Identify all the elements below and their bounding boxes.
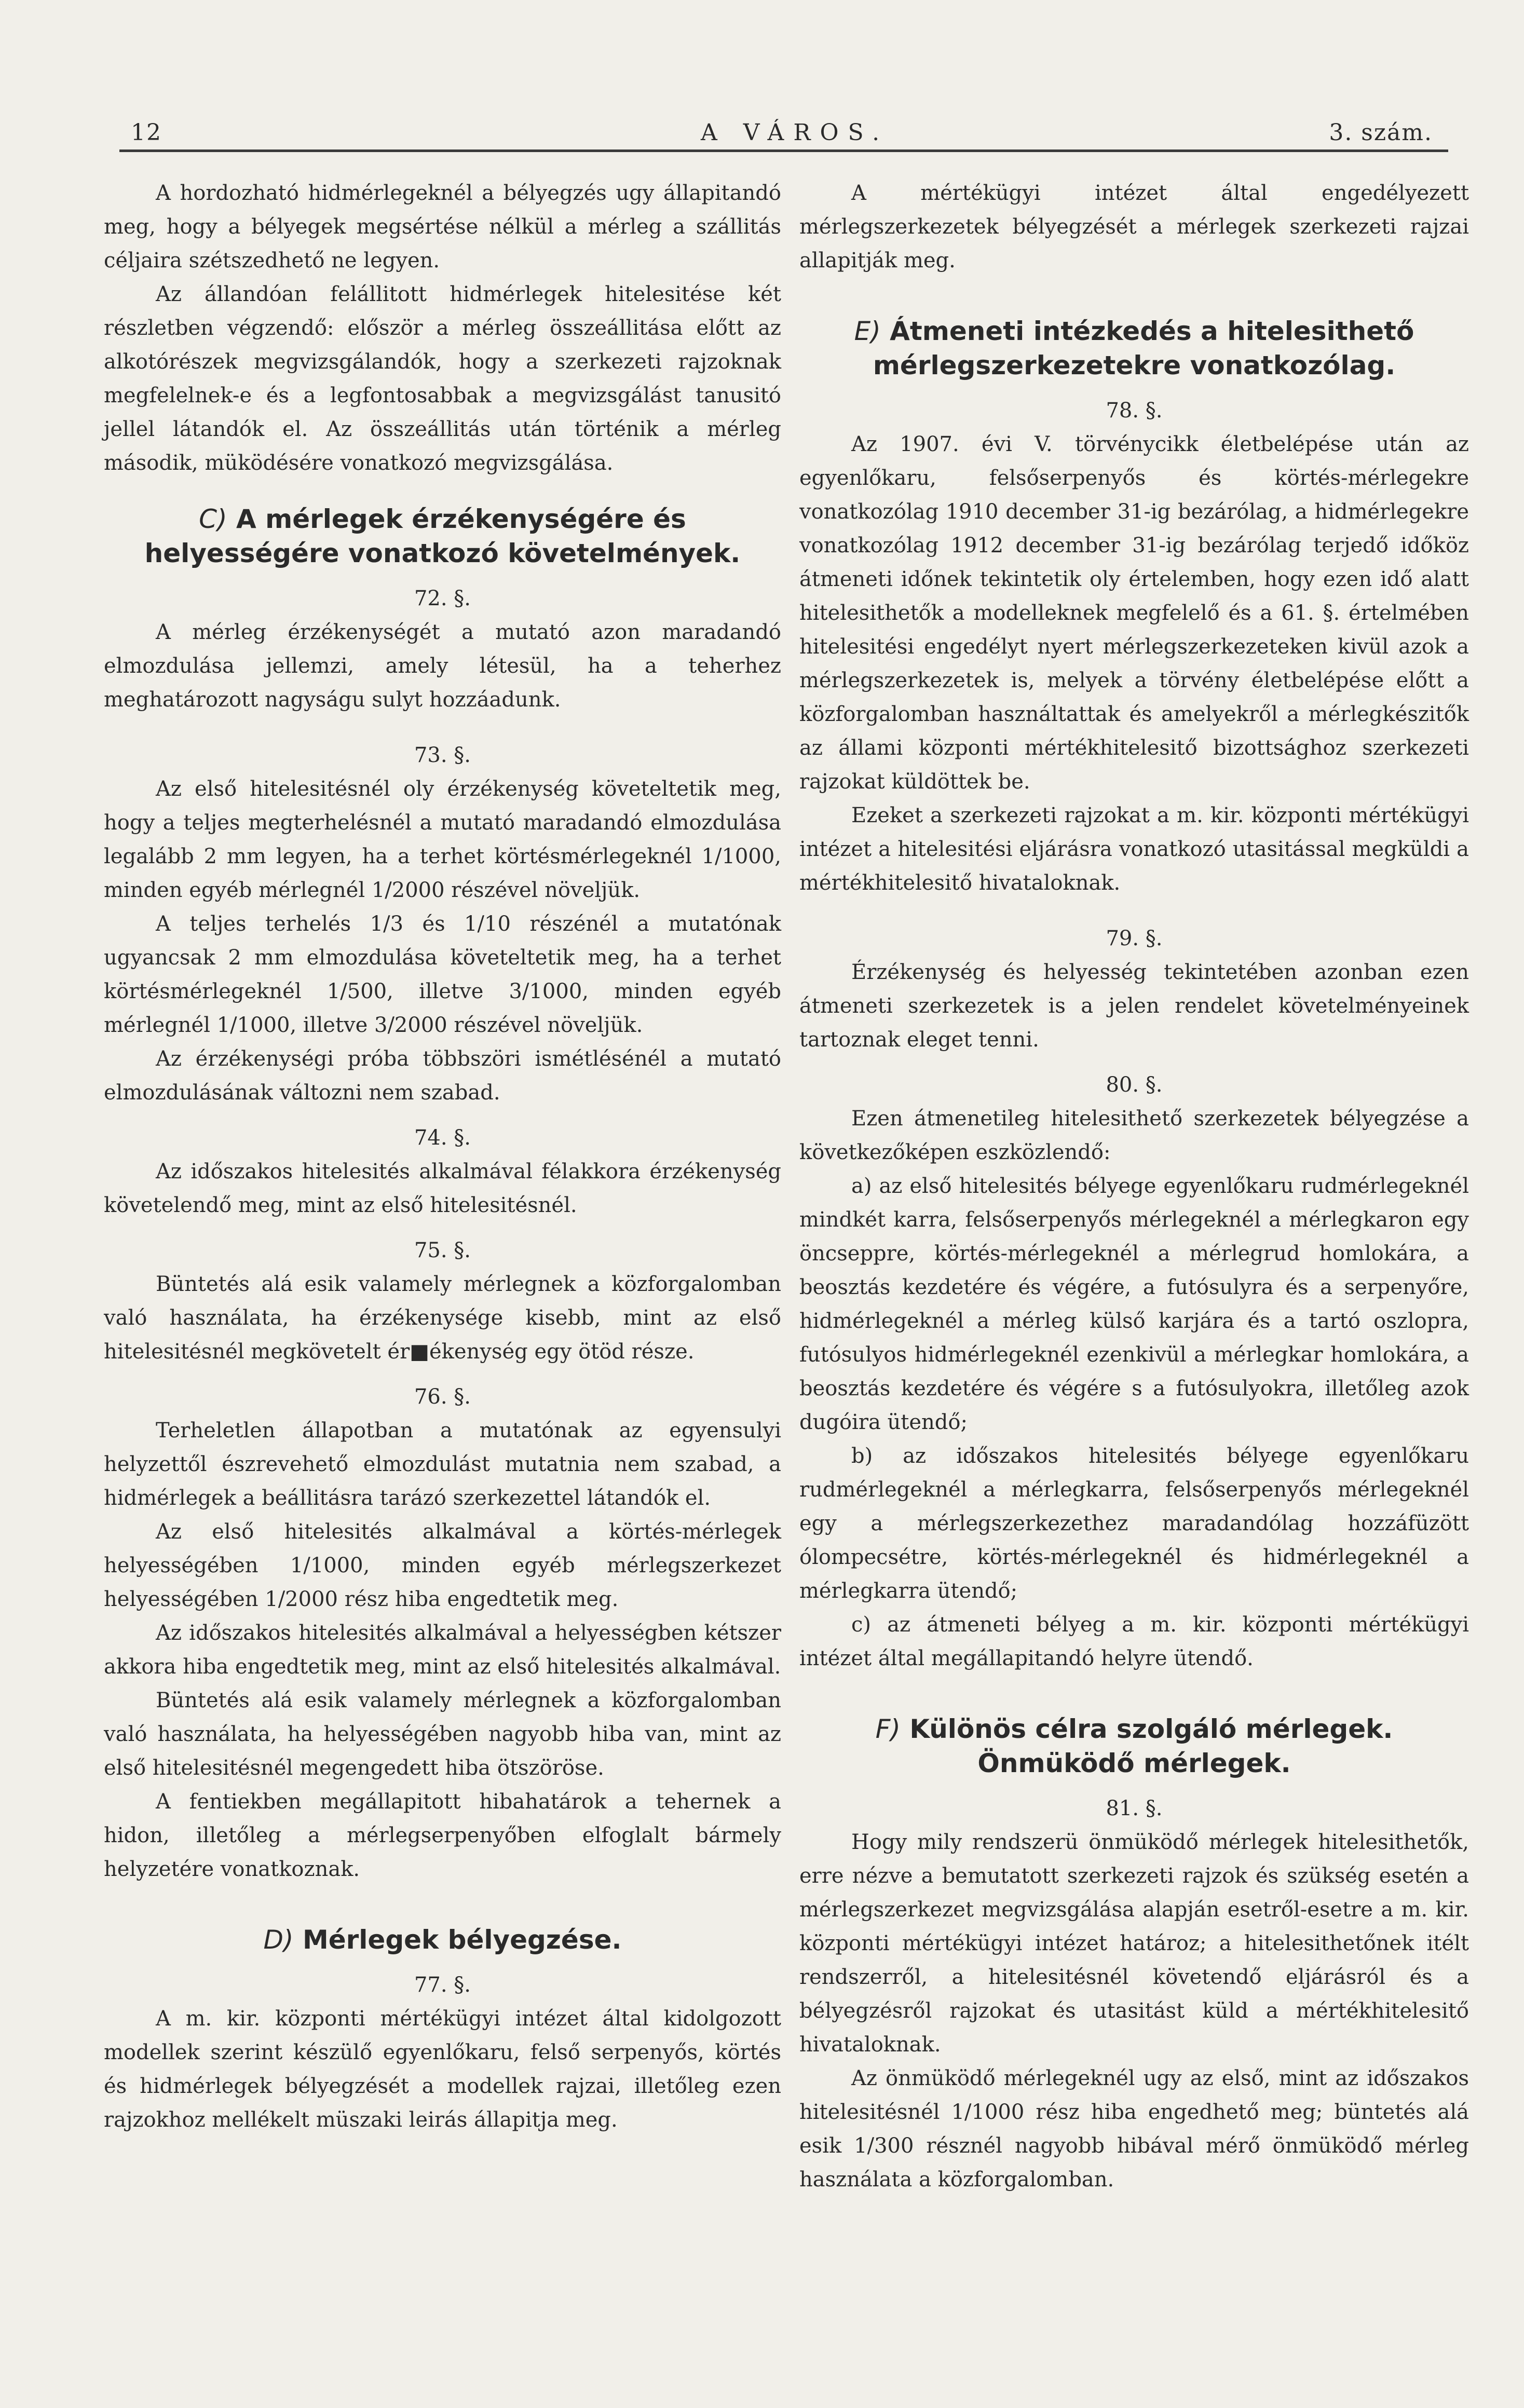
- journal-title: A VÁROS.: [701, 119, 889, 146]
- section-title: Átmeneti intézkedés a hitelesithető mérlegszerkezetekre vonatkozólag.: [873, 316, 1414, 380]
- paragraph: a) az első hitelesités bélyege egyenlőkaru rudmérlegeknél mindkét karra, felsőserpenyős mérlegeknél a mérlegkaron egy öncseppre, körtés-mérlegeknél a mérlegrud homlokára, a beosztás kezdetére és végére, a futósulyra és a serpenyőre, hidmérlegeknél a mérleg külső karjára és a tartó oszlopra, futósulyos hidmérlegeknél ezenkivül a mérlegkar homlokára, a beosztás kezdetére és végére s a futósulyokra, illetőleg azok dugóira ütendő;: [799, 1174, 1469, 1434]
- paragraph: Büntetés alá esik valamely mérlegnek a közforgalomban való használata, ha érzékenysége kisebb, mint az első hitelesitésnél megkövetelt ér■ékenység egy ötöd része.: [104, 1272, 781, 1364]
- paragraph-number: 79. §.: [1106, 927, 1163, 950]
- section-letter: C): [199, 504, 227, 534]
- paragraph: A teljes terhelés 1/3 és 1/10 részénél a mutatónak ugyancsak 2 mm elmozdulása követeltetik meg, ha a terhet körtésmérlegeknél 1/500, illetve 3/1000, minden egyéb mérlegnél 1/1000, illetve 3/2000 részével növeljük.: [104, 912, 781, 1037]
- section-title: A mérlegek érzékenységére és helyességére vonatkozó követelmények.: [144, 504, 741, 568]
- paragraph: Az első hitelesités alkalmával a körtés-mérlegek helyességében 1/1000, minden egyéb mérlegszerkezet helyességében 1/2000 rész hiba engedtetik meg.: [104, 1520, 781, 1611]
- paragraph: A mérleg érzékenységét a mutató azon maradandó elmozdulása jellemzi, amely létesül, ha a teherhez meghatározott nagyságu sulyt hozzáadunk.: [104, 620, 781, 712]
- paragraph-number: 72. §.: [414, 587, 471, 610]
- section-heading-c: [104, 502, 781, 570]
- paragraph: A fentiekben megállapitott hibahatárok a tehernek a hidon, illetőleg a mérlegserpenyőben elfoglalt bármely helyzetére vonatkoznak.: [104, 1790, 781, 1881]
- issue-number: 3. szám.: [1329, 119, 1433, 146]
- paragraph-number: 81. §.: [1106, 1797, 1163, 1820]
- paragraph: Hogy mily rendszerü önmüködő mérlegek hitelesithetők, erre nézve a bemutatott szerkezeti rajzok és szükség esetén a mérlegszerkezet megvizsgálása alapján esetről-esetre a m. kir. központi mértékügyi intézet határoz; a hitelesithetőnek itélt rendszerről, a hitelesitésnél követendő eljárásról és a bélyegzésről rajzokat és utasitást küld a mértékhitelesitő hivataloknak.: [799, 1830, 1469, 2057]
- paragraph: Az időszakos hitelesités alkalmával a helyességben kétszer akkora hiba engedtetik meg, mint az első hitelesités alkalmával.: [104, 1621, 781, 1679]
- paragraph: Az 1907. évi V. törvénycikk életbelépése után az egyenlőkaru, felsőserpenyős és körtés-mérlegekre vonatkozólag 1910 december 31-ig bezárólag, a hidmérlegekre vonatkozólag 1912 december 31-ig bezárólag terjedő időköz átmeneti időnek tekintetik oly értelemben, hogy ezen idő alatt hitelesithetők a modelleknek megfelelő és a 61. §. értelmében hitelesitési engedélyt nyert mérlegszerkezeteken kivül azok a mérlegszerkezetek is, melyek a törvény életbelépése előtt a közforgalomban használtattak és amelyekről a mérlegkészitők az állami központi mértékhitelesitő bizottsághoz szerkezeti rajzokat küldöttek be.: [799, 432, 1469, 794]
- section-title: Különös célra szolgáló mérlegek. Önmüködő mérlegek.: [909, 1714, 1393, 1778]
- section-heading-e: [799, 314, 1469, 383]
- page-number: 12: [131, 119, 162, 146]
- section-title: Mérlegek bélyegzése.: [302, 1925, 622, 1955]
- paragraph-number: 76. §.: [414, 1385, 471, 1409]
- paragraph: Az időszakos hitelesités alkalmával félakkora érzékenység követelendő meg, mint az első hitelesitésnél.: [104, 1160, 781, 1217]
- paragraph: A mértékügyi intézet által engedélyezett mérlegszerkezetek bélyegzését a mérlegek szerkezeti rajzai allapitják meg.: [799, 181, 1469, 273]
- section-heading-f: [799, 1712, 1469, 1780]
- section-letter: F): [875, 1714, 901, 1744]
- paragraph: Az állandóan felállitott hidmérlegek hitelesitése két részletben végzendő: először a mérleg összeállitása előtt az alkotórészek megvizsgálandók, hogy a szerkezeti rajzoknak megfelelnek-e és a legfontosabbak a megvizsgálást tanusitó jellel látandók el. Az összeállitás után történik a mérleg második, müködésére vonatkozó megvizsgálása.: [104, 282, 781, 475]
- paragraph: A hordozható hidmérlegeknél a bélyegzés ugy állapitandó meg, hogy a bélyegek megsértése nélkül a mérleg a szállitás céljaira szétszedhető ne legyen.: [104, 181, 781, 273]
- page-header: [119, 113, 1448, 152]
- right-column: [799, 176, 1469, 2197]
- paragraph: Büntetés alá esik valamely mérlegnek a közforgalomban való használata, ha helyességében nagyobb hiba van, mint az első hitelesitésnél megengedett hiba ötszöröse.: [104, 1689, 781, 1780]
- paragraph: c) az átmeneti bélyeg a m. kir. központi mértékügyi intézet által megállapitandó helyre ütendő.: [799, 1613, 1469, 1670]
- paragraph: Terheletlen állapotban a mutatónak az egyensulyi helyzettől észrevehető elmozdulást mutatnia nem szabad, a hidmérlegek a beállitásra tarázó szerkezettel látandók el.: [104, 1419, 781, 1510]
- paragraph: Az önmüködő mérlegeknél ugy az első, mint az időszakos hitelesitésnél 1/1000 rész hiba engedhető meg; büntetés alá esik 1/300 résznél nagyobb hibával mérő önmüködő mérleg használata a közforgalomban.: [799, 2066, 1469, 2192]
- left-column: [104, 176, 781, 2137]
- section-letter: E): [854, 316, 881, 346]
- paragraph-number: 80. §.: [1106, 1073, 1163, 1097]
- paragraph-number: 77. §.: [414, 1973, 471, 1997]
- paragraph: Az érzékenységi próba többszöri ismétlésénél a mutató elmozdulásának változni nem szabad.: [104, 1047, 781, 1105]
- paragraph-number: 78. §.: [1106, 399, 1163, 423]
- paragraph: Az első hitelesitésnél oly érzékenység követeltetik meg, hogy a teljes megterhelésnél a mutató maradandó elmozdulása legalább 2 mm legyen, ha a terhet körtésmérlegeknél 1/1000, minden egyéb mérlegnél 1/2000 részével növeljük.: [104, 777, 781, 902]
- paragraph: Érzékenység és helyesség tekintetében azonban ezen átmeneti szerkezetek is a jelen rendelet követelményeinek tartoznak eleget tenni.: [799, 960, 1469, 1052]
- paragraph: Ezeket a szerkezeti rajzokat a m. kir. központi mértékügyi intézet a hitelesitési eljárásra vonatkozó utasitással megküldi a mértékhitelesitő hivataloknak.: [799, 804, 1469, 895]
- paragraph: A m. kir. központi mértékügyi intézet által kidolgozott modellek szerint készülő egyenlőkaru, felső serpenyős, körtés és hidmérlegek bélyegzését a modellek rajzai, illetőleg ezen rajzokhoz mellékelt müszaki leirás állapitja meg.: [104, 2007, 781, 2132]
- paragraph: Ezen átmenetileg hitelesithető szerkezetek bélyegzése a következőképen eszközlendő:: [799, 1107, 1469, 1164]
- paragraph-number: 75. §.: [414, 1239, 471, 1262]
- paragraph-number: 74. §.: [414, 1126, 471, 1150]
- paragraph: b) az időszakos hitelesités bélyege egyenlőkaru rudmérlegeknél a mérlegkarra, felsőserpenyős mérlegeknél egy a mérlegszerkezethez maradandólag hozzáfüzött ólompecsétre, körtés-mérlegeknél és hidmérlegeknél a mérlegkarra ütendő;: [799, 1444, 1469, 1603]
- paragraph-number: 73. §.: [414, 743, 471, 767]
- section-letter: D): [263, 1925, 294, 1955]
- section-heading-d: [104, 1923, 781, 1957]
